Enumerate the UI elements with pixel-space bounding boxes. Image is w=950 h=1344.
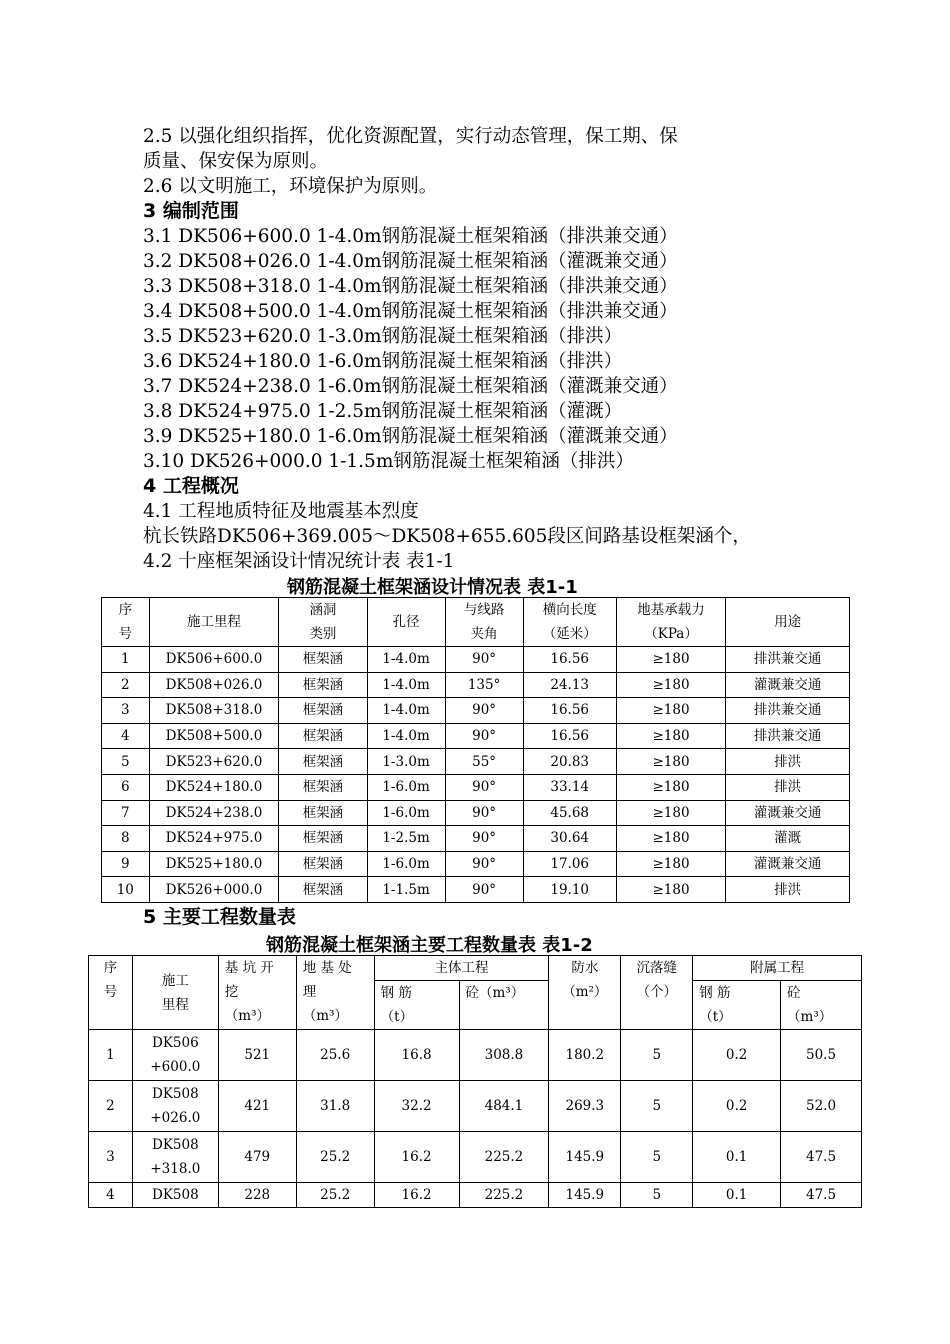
table-cell: 排洪兼交通 xyxy=(726,723,850,749)
table-cell: DK508+026.0 xyxy=(149,672,279,698)
table-cell: 5 xyxy=(621,1183,693,1208)
table-cell: 框架涵 xyxy=(279,647,367,673)
table-cell: 框架涵 xyxy=(279,800,367,826)
table-cell: 25.2 xyxy=(296,1183,374,1208)
table-cell: 框架涵 xyxy=(279,826,367,852)
table-cell: ≥180 xyxy=(616,800,725,826)
table-cell: 17.06 xyxy=(523,851,616,877)
table-cell: 25.2 xyxy=(296,1132,374,1183)
table-cell: 16.2 xyxy=(374,1183,459,1208)
header-cell: 孔径 xyxy=(367,598,445,647)
table-cell: 5 xyxy=(621,1132,693,1183)
table-cell: ≥180 xyxy=(616,672,725,698)
table-header-row xyxy=(89,956,862,981)
table-cell: 16.56 xyxy=(523,647,616,673)
header-cell: 附属工程 xyxy=(693,956,862,981)
table-cell: 3 xyxy=(89,1132,133,1183)
table-cell: 2 xyxy=(102,672,150,698)
table-cell: DK524+180.0 xyxy=(149,774,279,800)
table-cell: 90° xyxy=(445,800,523,826)
item-3-9: 3.9 DK525+180.0 1-6.0m钢筋混凝土框架箱涵（灌溉兼交通） xyxy=(143,426,678,447)
table-cell: DK508+318.0 xyxy=(149,698,279,724)
para-2-5-line1: 2.5 以强化组织指挥，优化资源配置，实行动态管理，保工期、保 xyxy=(143,126,678,147)
table-row xyxy=(89,1030,862,1081)
table-cell: 框架涵 xyxy=(279,774,367,800)
item-4-1: 4.1 工程地质特征及地震基本烈度 xyxy=(143,501,419,522)
table-cell: 1-3.0m xyxy=(367,749,445,775)
header-cell: 与线路 夹角 xyxy=(445,598,523,647)
table-cell: ≥180 xyxy=(616,698,725,724)
table-cell: 框架涵 xyxy=(279,698,367,724)
table-row xyxy=(89,1132,862,1183)
table-cell: 479 xyxy=(218,1132,296,1183)
table-cell: 框架涵 xyxy=(279,851,367,877)
header-cell: 主体工程 xyxy=(374,956,549,981)
table-cell: 225.2 xyxy=(459,1183,549,1208)
header-cell: 钢 筋 （t） xyxy=(374,981,459,1030)
table-cell: 421 xyxy=(218,1081,296,1132)
header-cell: 砼 （m³） xyxy=(781,981,862,1030)
table-cell: 1-4.0m xyxy=(367,672,445,698)
table-cell: DK508 +318.0 xyxy=(132,1132,218,1183)
table-cell: 30.64 xyxy=(523,826,616,852)
table-cell: 5 xyxy=(621,1030,693,1081)
para-2-5-line2: 质量、保安保为原则。 xyxy=(143,151,329,172)
header-cell: 地 基 处 理 （m³） xyxy=(296,956,374,1030)
heading-4: 4 工程概况 xyxy=(143,475,239,497)
table-cell: DK506 +600.0 xyxy=(132,1030,218,1081)
table-cell: 47.5 xyxy=(781,1132,862,1183)
item-3-10: 3.10 DK526+000.0 1-1.5m钢筋混凝土框架箱涵（排洪） xyxy=(143,451,634,472)
table-cell: 90° xyxy=(445,826,523,852)
table-cell: 10 xyxy=(102,877,150,903)
table-row xyxy=(102,877,850,903)
table-cell: 19.10 xyxy=(523,877,616,903)
item-4-1-text: 杭长铁路DK506+369.005～DK508+655.605段区间路基设框架涵个， xyxy=(143,526,751,547)
table-cell: 90° xyxy=(445,877,523,903)
table-row xyxy=(102,698,850,724)
table-cell: ≥180 xyxy=(616,851,725,877)
table-cell: 4 xyxy=(89,1183,133,1208)
table-cell: 25.6 xyxy=(296,1030,374,1081)
table-cell: 47.5 xyxy=(781,1183,862,1208)
header-cell: 砼（m³） xyxy=(459,981,549,1030)
table-cell: DK523+620.0 xyxy=(149,749,279,775)
header-cell: 横向长度 （延米） xyxy=(523,598,616,647)
quantity-table xyxy=(88,955,862,1208)
table-cell: 145.9 xyxy=(549,1183,621,1208)
header-cell: 序 号 xyxy=(89,956,133,1030)
table-cell: 排洪 xyxy=(726,774,850,800)
header-cell: 用途 xyxy=(726,598,850,647)
header-cell: 涵洞 类别 xyxy=(279,598,367,647)
table-cell: 灌溉兼交通 xyxy=(726,800,850,826)
table-cell: 灌溉 xyxy=(726,826,850,852)
table-cell: 1-6.0m xyxy=(367,851,445,877)
table-header-row xyxy=(102,598,850,647)
item-3-3: 3.3 DK508+318.0 1-4.0m钢筋混凝土框架箱涵（排洪兼交通） xyxy=(143,276,678,297)
heading-3: 3 编制范围 xyxy=(143,200,239,222)
table-cell: 框架涵 xyxy=(279,672,367,698)
table-cell: 16.2 xyxy=(374,1132,459,1183)
table-cell: 8 xyxy=(102,826,150,852)
table-cell: ≥180 xyxy=(616,774,725,800)
table-cell: 90° xyxy=(445,774,523,800)
table-cell: 排洪 xyxy=(726,877,850,903)
table-row xyxy=(89,1183,862,1208)
table-row xyxy=(102,851,850,877)
table1-caption: 钢筋混凝土框架涵设计情况表 表1-1 xyxy=(287,577,578,598)
table-cell: 灌溉兼交通 xyxy=(726,851,850,877)
table-cell: DK524+975.0 xyxy=(149,826,279,852)
table-cell: 1 xyxy=(102,647,150,673)
item-3-6: 3.6 DK524+180.0 1-6.0m钢筋混凝土框架箱涵（排洪） xyxy=(143,351,623,372)
table-cell: DK506+600.0 xyxy=(149,647,279,673)
table-cell: 20.83 xyxy=(523,749,616,775)
table-cell: 6 xyxy=(102,774,150,800)
table-cell: 16.56 xyxy=(523,698,616,724)
table-cell: 31.8 xyxy=(296,1081,374,1132)
item-3-4: 3.4 DK508+500.0 1-4.0m钢筋混凝土框架箱涵（排洪兼交通） xyxy=(143,301,678,322)
table-cell: 16.8 xyxy=(374,1030,459,1081)
table-cell: DK508 xyxy=(132,1183,218,1208)
table-cell: DK526+000.0 xyxy=(149,877,279,903)
table-cell: 24.13 xyxy=(523,672,616,698)
table-cell: 排洪兼交通 xyxy=(726,698,850,724)
header-cell: 防水 （m²） xyxy=(549,956,621,1030)
table-cell: 2 xyxy=(89,1081,133,1132)
table-cell: 50.5 xyxy=(781,1030,862,1081)
table-cell: 1 xyxy=(89,1030,133,1081)
heading-5: 5 主要工程数量表 xyxy=(143,906,296,928)
table-cell: 5 xyxy=(621,1081,693,1132)
table-cell: 1-4.0m xyxy=(367,723,445,749)
table-cell: 484.1 xyxy=(459,1081,549,1132)
table-cell: 90° xyxy=(445,723,523,749)
table-row xyxy=(102,774,850,800)
para-2-6: 2.6 以文明施工，环境保护为原则。 xyxy=(143,176,438,197)
table-row xyxy=(102,800,850,826)
header-cell: 施工里程 xyxy=(149,598,279,647)
table-cell: 1-6.0m xyxy=(367,800,445,826)
table-cell: 灌溉兼交通 xyxy=(726,672,850,698)
table-cell: 7 xyxy=(102,800,150,826)
table-cell: 1-1.5m xyxy=(367,877,445,903)
table-row xyxy=(102,672,850,698)
table-cell: DK508 +026.0 xyxy=(132,1081,218,1132)
header-cell: 基 坑 开 挖 （m³） xyxy=(218,956,296,1030)
table-cell: 9 xyxy=(102,851,150,877)
table-cell: 33.14 xyxy=(523,774,616,800)
table-cell: 52.0 xyxy=(781,1081,862,1132)
header-cell: 施工 里程 xyxy=(132,956,218,1030)
header-cell: 钢 筋 （t） xyxy=(693,981,781,1030)
table-cell: 0.1 xyxy=(693,1183,781,1208)
table-cell: 框架涵 xyxy=(279,749,367,775)
table-cell: 0.2 xyxy=(693,1081,781,1132)
table-cell: 90° xyxy=(445,647,523,673)
table-cell: 228 xyxy=(218,1183,296,1208)
table-cell: 5 xyxy=(102,749,150,775)
table-cell: 180.2 xyxy=(549,1030,621,1081)
table-cell: 269.3 xyxy=(549,1081,621,1132)
table-cell: ≥180 xyxy=(616,877,725,903)
table-cell: ≥180 xyxy=(616,647,725,673)
table-cell: 3 xyxy=(102,698,150,724)
item-3-8: 3.8 DK524+975.0 1-2.5m钢筋混凝土框架箱涵（灌溉） xyxy=(143,401,623,422)
table2-caption: 钢筋混凝土框架涵主要工程数量表 表1-2 xyxy=(266,935,593,956)
table-cell: 排洪兼交通 xyxy=(726,647,850,673)
table-cell: 135° xyxy=(445,672,523,698)
header-cell: 序 号 xyxy=(102,598,150,647)
header-cell: 地基承载力 （KPa） xyxy=(616,598,725,647)
table-cell: ≥180 xyxy=(616,749,725,775)
table-cell: 90° xyxy=(445,698,523,724)
item-3-5: 3.5 DK523+620.0 1-3.0m钢筋混凝土框架箱涵（排洪） xyxy=(143,326,623,347)
table-cell: 45.68 xyxy=(523,800,616,826)
table-cell: DK508+500.0 xyxy=(149,723,279,749)
table-cell: 4 xyxy=(102,723,150,749)
table-row xyxy=(102,723,850,749)
item-3-7: 3.7 DK524+238.0 1-6.0m钢筋混凝土框架箱涵（灌溉兼交通） xyxy=(143,376,678,397)
table-row xyxy=(102,647,850,673)
item-4-2: 4.2 十座框架涵设计情况统计表 表1-1 xyxy=(143,551,455,572)
table-row xyxy=(102,749,850,775)
table-cell: 1-6.0m xyxy=(367,774,445,800)
table-cell: 55° xyxy=(445,749,523,775)
table-cell: 145.9 xyxy=(549,1132,621,1183)
table-cell: 1-2.5m xyxy=(367,826,445,852)
table-cell: 0.2 xyxy=(693,1030,781,1081)
table-row xyxy=(89,1081,862,1132)
table-cell: ≥180 xyxy=(616,826,725,852)
table-cell: 排洪 xyxy=(726,749,850,775)
header-cell: 沉落缝 （个） xyxy=(621,956,693,1030)
item-3-1: 3.1 DK506+600.0 1-4.0m钢筋混凝土框架箱涵（排洪兼交通） xyxy=(143,226,678,247)
table-cell: 90° xyxy=(445,851,523,877)
item-3-2: 3.2 DK508+026.0 1-4.0m钢筋混凝土框架箱涵（灌溉兼交通） xyxy=(143,251,678,272)
table-cell: ≥180 xyxy=(616,723,725,749)
design-table xyxy=(101,597,850,903)
table-cell: 225.2 xyxy=(459,1132,549,1183)
table-cell: 16.56 xyxy=(523,723,616,749)
table-cell: 521 xyxy=(218,1030,296,1081)
table-cell: 1-4.0m xyxy=(367,698,445,724)
table-cell: 308.8 xyxy=(459,1030,549,1081)
table-cell: DK525+180.0 xyxy=(149,851,279,877)
table-cell: 框架涵 xyxy=(279,723,367,749)
table-cell: 32.2 xyxy=(374,1081,459,1132)
table-cell: DK524+238.0 xyxy=(149,800,279,826)
table-row xyxy=(102,826,850,852)
table-cell: 框架涵 xyxy=(279,877,367,903)
table-cell: 0.1 xyxy=(693,1132,781,1183)
table-cell: 1-4.0m xyxy=(367,647,445,673)
